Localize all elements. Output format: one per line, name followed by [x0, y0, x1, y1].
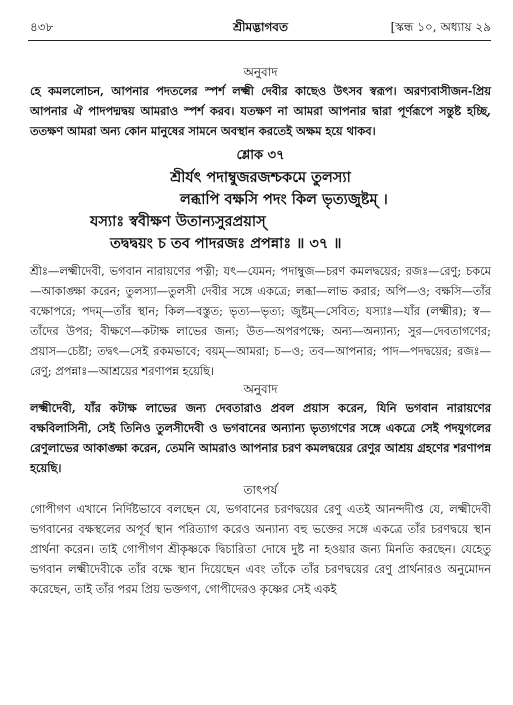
verse-line-3: যস্যাঃ স্ববীক্ষণ উতান্যসুরপ্রয়াস্	[90, 213, 266, 230]
book-title: শ্রীমদ্ভাগবত	[232, 20, 288, 34]
page-header	[30, 18, 491, 36]
verse-line-4: তদ্বদ্বয়ং চ তব পাদরজঃ প্রপন্নাঃ ॥ ৩৭ ॥	[110, 235, 342, 252]
page-number: ৪৩৮	[30, 20, 54, 34]
chapter-reference: [স্কন্ধ ১০, অধ্যায় ২৯	[390, 20, 491, 34]
verse-line-2: লব্ধাপি বক্ষসি পদং কিল ভৃত্যজুষ্টম্ ।	[180, 191, 388, 208]
verse-line-1: শ্রীর্যৎ পদাম্বুজরজশ্চকমে তুলস্যা	[170, 169, 351, 186]
verse-label: শ্লোক ৩৭	[236, 148, 285, 163]
translation-paragraph-previous: হে কমললোচন, আপনার পদতলের স্পর্শ লক্ষ্মী দেবীর কাছেও উৎসব স্বরূপ। অরণ্যবাসীজন-প্রিয় আপনার ঐ পাদপদ্মদ্বয় আমরাও স্পর্শ করব। যতক্ষণ না আমরা আপনার দ্বারা পূর্ণরূপে সন্তুষ্ট হচ্ছি, ততক্ষণ আমরা অন্য কোন মানুষের সামনে অবস্থান করতেই অক্ষম হয়ে থাকব।	[30, 84, 491, 138]
purport-heading: তাৎপর্য	[243, 483, 278, 497]
synonyms-paragraph: শ্রীঃ—লক্ষ্মীদেবী, ভগবান নারায়ণের পত্নী; যৎ—যেমন; পদাম্বুজ—চরণ কমলদ্বয়ের; রজঃ—রেণু; চকমে—আকাঙ্ক্ষা করেন; তুলস্যা—তুলসী দেবীর সঙ্গে একত্রে; লব্ধা—লাভ করার; অপি—ও; বক্ষসি—তাঁর বক্ষোপরে; পদম্—তাঁর স্থান; কিল—বস্তুত; ভৃত্য—ভৃত্য; জুষ্টম্—সেবিত; যস্যাঃ—যাঁর (লক্ষ্মীর); স্ব—তাঁদের উপর; বীক্ষণে—কটাক্ষ লাভের জন্য; উত—অপরপক্ষে; অন্য—অন্যান্য; সুর—দেবতাগণের; প্রয়াস—চেষ্টা; তদ্বৎ—সেই রকমভাবে; বয়ম্—আমরা; চ—ও; তব—আপনার; পাদ—পদদ্বয়ের; রজঃ—রেণু; প্রপন্নাঃ—আশ্রয়ের শরণাপন্ন হয়েছি।	[30, 264, 491, 378]
purport-paragraph: গোপীগণ এখানে নির্দিষ্টভাবে বলছেন যে, ভগবানের চরণদ্বয়ের রেণু এতই আনন্দদীপ্ত যে, লক্ষ্মীদেবী ভগবানের বক্ষস্থলের অপূর্ব স্থান পরিত্যাগ করেও অন্যান্য বহু ভক্তের সঙ্গে একত্রে তাঁর চরণদ্বয়ে স্থান প্রার্থনা করেন। তাই গোপীগণ শ্রীকৃষ্ণকে দ্বিচারিতা দোষে দুষ্ট না হওয়ার জন্য মিনতি করছেন। যেহেতু ভগবান লক্ষ্মীদেবীকে তাঁর বক্ষে স্থান দিয়েছেন এবং তাঁকে তাঁর চরণদ্বয়ের রেণু প্রার্থনারও অনুমোদন করেছেন, তাই তাঁর পরম প্রিয় ভক্তগণ, গোপীদেরও কৃষ্ণের সেই একই	[30, 502, 491, 596]
header-rule	[28, 40, 491, 41]
translation-heading: অনুবাদ	[243, 382, 278, 396]
translation-heading-previous: অনুবাদ	[243, 65, 278, 79]
page-body	[30, 64, 491, 599]
translation-paragraph: লক্ষ্মীদেবী, যাঁর কটাক্ষ লাভের জন্য দেবতারাও প্রবল প্রয়াস করেন, যিনি ভগবান নারায়ণের বক্ষবিলাসিনী, সেই তিনিও তুলসীদেবী ও ভগবানের অন্যান্য ভৃত্যগণের সঙ্গে একত্রে সেই পদযুগলের রেণুলাভের আকাঙ্ক্ষা করেন, তেমনি আমরাও আপনার চরণ কমলদ্বয়ের রেণুর আশ্রয় গ্রহণের শরণাপন্ন হয়েছি।	[30, 401, 491, 475]
